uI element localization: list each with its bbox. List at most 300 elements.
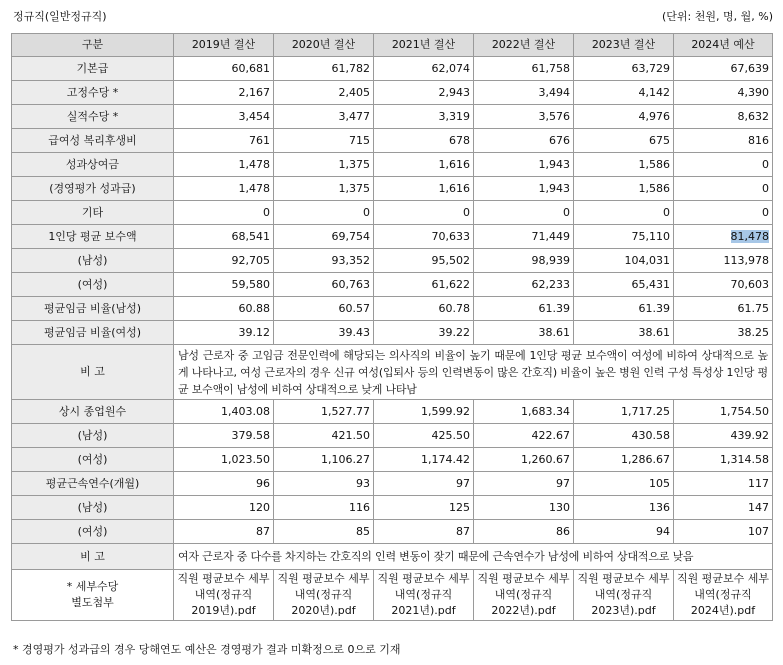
value-cell	[174, 297, 274, 321]
value-text: 97	[456, 476, 470, 490]
value-cell	[474, 225, 574, 249]
value-text: 4,976	[638, 109, 670, 123]
value-cell	[274, 153, 374, 177]
value-cell	[274, 225, 374, 249]
value-text: 61,758	[531, 61, 570, 75]
note-text: 여자 근로자 중 다수를 차지하는 간호직의 인력 변동이 잦기 때문에 근속연수가 남성에 비하여 상대적으로 낮음	[174, 544, 773, 570]
value-text: 105	[649, 476, 670, 490]
value-text: 0	[363, 205, 370, 219]
value-cell	[474, 105, 574, 129]
section-title: 정규직(일반정규직)	[13, 10, 107, 23]
value-text: 1,616	[438, 181, 470, 195]
value-text: 70,603	[730, 277, 769, 291]
value-cell	[174, 177, 274, 201]
attachment-text: 내역(정규직	[694, 588, 752, 601]
value-text: 86	[556, 524, 570, 538]
value-text: 107	[748, 524, 769, 538]
value-cell	[674, 201, 773, 225]
value-cell	[374, 225, 474, 249]
value-cell	[374, 177, 474, 201]
value-text: 3,477	[338, 109, 370, 123]
staff-row	[12, 448, 773, 472]
value-cell	[274, 472, 374, 496]
value-cell	[674, 249, 773, 273]
row-label: 기본급	[12, 57, 174, 81]
value-text: 60,681	[231, 61, 270, 75]
value-cell	[574, 81, 674, 105]
unit-label: (단위: 천원, 명, 월, %)	[662, 10, 773, 23]
value-cell	[574, 225, 674, 249]
value-text: 60.57	[338, 301, 370, 315]
value-text: 61,622	[431, 277, 470, 291]
row-label: (여성)	[12, 448, 174, 472]
value-cell	[374, 249, 474, 273]
column-header-2020: 2020년 결산	[274, 34, 374, 57]
value-cell	[674, 129, 773, 153]
value-cell	[574, 201, 674, 225]
value-cell	[674, 57, 773, 81]
value-cell	[274, 273, 374, 297]
page-header	[13, 8, 773, 24]
note-row	[12, 544, 773, 570]
note1-section	[12, 345, 773, 400]
value-text: 39.22	[438, 325, 470, 339]
value-text: 1,286.67	[621, 452, 670, 466]
attachment-text: 2021년).pdf	[391, 604, 456, 617]
value-cell	[574, 424, 674, 448]
attachment-text: 내역(정규직	[294, 588, 353, 601]
salary-table	[11, 33, 773, 621]
value-text: 38.25	[737, 325, 769, 339]
value-text: 113,978	[723, 253, 769, 267]
attachment-link[interactable]	[474, 570, 574, 621]
value-cell	[474, 472, 574, 496]
value-text: 1,717.25	[621, 404, 670, 418]
value-cell	[474, 520, 574, 544]
value-cell	[274, 424, 374, 448]
staff-row	[12, 496, 773, 520]
value-text: 3,576	[538, 109, 570, 123]
value-text: 81,478	[730, 229, 769, 243]
value-cell	[574, 105, 674, 129]
value-cell	[474, 249, 574, 273]
value-cell	[174, 424, 274, 448]
value-text: 8,632	[737, 109, 769, 123]
note-text: 남성 근로자 중 고임금 전문인력에 해당되는 의사직의 비율이 높기 때문에 1인당 평균 보수액이 여성에 비하여 상대적으로 높게 나타나고, 여성 근로자의 경우 신규 여성(입퇴사 등의 인력변동이 많은 간호직) 비율이 높은 병원 인력 구성 특성상 1인당 평균 보수액이 남성에 비하여 상대적으로 낮게 나타남	[174, 345, 773, 400]
value-cell	[474, 201, 574, 225]
value-text: 675	[649, 133, 670, 147]
value-cell	[274, 177, 374, 201]
pay-row	[12, 129, 773, 153]
value-text: 425.50	[431, 428, 470, 442]
row-label: 상시 종업원수	[12, 400, 174, 424]
value-cell	[174, 225, 274, 249]
footnote: * 경영평가 성과급의 경우 당해연도 예산은 경영평가 결과 미확정으로 0으로 기재	[13, 643, 401, 656]
value-text: 104,031	[624, 253, 670, 267]
pay-section	[12, 57, 773, 345]
value-text: 1,478	[238, 181, 270, 195]
value-cell	[174, 129, 274, 153]
value-text: 116	[349, 500, 370, 514]
value-cell	[274, 297, 374, 321]
value-text: 439.92	[730, 428, 769, 442]
value-cell	[174, 201, 274, 225]
value-cell	[274, 520, 374, 544]
attachment-text: 직원 평균보수 세부	[577, 572, 670, 585]
value-text: 69,754	[331, 229, 370, 243]
value-cell	[274, 57, 374, 81]
value-cell	[174, 81, 274, 105]
row-label: 평균임금 비율(남성)	[12, 297, 174, 321]
pay-row	[12, 273, 773, 297]
value-text: 1,375	[338, 181, 370, 195]
value-text: 676	[549, 133, 570, 147]
value-text: 38.61	[538, 325, 570, 339]
value-cell	[274, 129, 374, 153]
value-cell	[274, 400, 374, 424]
value-cell	[674, 105, 773, 129]
value-text: 2,943	[438, 85, 470, 99]
value-text: 678	[449, 133, 470, 147]
value-text: 4,142	[638, 85, 670, 99]
row-label: (남성)	[12, 249, 174, 273]
attachment-text: 2022년).pdf	[491, 604, 556, 617]
value-cell	[374, 129, 474, 153]
value-text: 94	[656, 524, 670, 538]
value-cell	[374, 105, 474, 129]
column-header-category: 구분	[12, 34, 174, 57]
value-cell	[674, 448, 773, 472]
note2-section	[12, 544, 773, 570]
value-cell	[574, 321, 674, 345]
attachment-text: 2020년).pdf	[291, 604, 356, 617]
value-text: 1,754.50	[720, 404, 769, 418]
value-cell	[174, 472, 274, 496]
value-text: 59,580	[231, 277, 270, 291]
staff-row	[12, 520, 773, 544]
value-text: 1,586	[638, 181, 670, 195]
value-text: 68,541	[231, 229, 270, 243]
value-text: 87	[456, 524, 470, 538]
value-text: 2,167	[238, 85, 270, 99]
value-cell	[574, 177, 674, 201]
value-text: 1,174.42	[421, 452, 470, 466]
value-cell	[274, 81, 374, 105]
value-text: 95,502	[431, 253, 470, 267]
row-label: 급여성 복리후생비	[12, 129, 174, 153]
value-text: 87	[256, 524, 270, 538]
value-cell	[574, 129, 674, 153]
value-text: 3,494	[538, 85, 570, 99]
value-text: 93,352	[331, 253, 370, 267]
attachment-text: 내역(정규직	[594, 588, 653, 601]
value-text: 96	[256, 476, 270, 490]
value-text: 38.61	[638, 325, 670, 339]
value-cell	[674, 496, 773, 520]
value-text: 63,729	[631, 61, 670, 75]
attachment-section	[12, 570, 773, 621]
value-text: 147	[748, 500, 769, 514]
value-text: 816	[748, 133, 769, 147]
attachment-link[interactable]	[374, 570, 474, 621]
header-row	[12, 34, 773, 57]
value-text: 61,782	[331, 61, 370, 75]
value-cell	[474, 57, 574, 81]
value-cell	[174, 520, 274, 544]
value-text: 65,431	[631, 277, 670, 291]
column-header-2021: 2021년 결산	[374, 34, 474, 57]
value-cell	[674, 321, 773, 345]
pay-row	[12, 177, 773, 201]
value-cell	[474, 153, 574, 177]
row-label: 실적수당 *	[12, 105, 174, 129]
staff-section	[12, 400, 773, 544]
value-cell	[174, 153, 274, 177]
value-text: 130	[549, 500, 570, 514]
value-text: 61.75	[737, 301, 769, 315]
value-text: 39.12	[238, 325, 270, 339]
value-text: 62,233	[531, 277, 570, 291]
value-cell	[574, 297, 674, 321]
attachment-link[interactable]	[274, 570, 374, 621]
value-text: 0	[762, 181, 769, 195]
value-text: 62,074	[431, 61, 470, 75]
pay-row	[12, 249, 773, 273]
value-text: 1,616	[438, 157, 470, 171]
value-cell	[674, 153, 773, 177]
value-cell	[374, 424, 474, 448]
value-text: 61.39	[538, 301, 570, 315]
value-text: 1,260.67	[521, 452, 570, 466]
value-text: 1,478	[238, 157, 270, 171]
value-text: 120	[249, 500, 270, 514]
value-cell	[174, 448, 274, 472]
value-cell	[174, 400, 274, 424]
column-header-2019: 2019년 결산	[174, 34, 274, 57]
value-text: 60.88	[238, 301, 270, 315]
attachment-text: 내역(정규직	[494, 588, 553, 601]
row-label: 기타	[12, 201, 174, 225]
value-cell	[674, 424, 773, 448]
value-text: 0	[762, 157, 769, 171]
value-text: 379.58	[231, 428, 270, 442]
value-text: 1,403.08	[221, 404, 270, 418]
value-text: 2,405	[338, 85, 370, 99]
value-text: 92,705	[231, 253, 270, 267]
value-cell	[374, 321, 474, 345]
value-cell	[174, 321, 274, 345]
value-cell	[474, 273, 574, 297]
value-cell	[674, 520, 773, 544]
value-text: 39.43	[338, 325, 370, 339]
value-text: 85	[356, 524, 370, 538]
value-text: 125	[449, 500, 470, 514]
attachment-text: 내역(정규직	[194, 588, 253, 601]
value-text: 1,106.27	[321, 452, 370, 466]
value-text: 117	[748, 476, 769, 490]
value-cell	[574, 273, 674, 297]
value-cell	[174, 105, 274, 129]
value-text: 0	[762, 205, 769, 219]
value-cell	[274, 321, 374, 345]
value-cell	[274, 201, 374, 225]
value-cell	[374, 520, 474, 544]
column-header-2024: 2024년 예산	[674, 34, 773, 57]
value-text: 4,390	[737, 85, 769, 99]
attachment-text: 2023년).pdf	[591, 604, 656, 617]
attachment-text: 2024년).pdf	[690, 604, 756, 617]
value-cell	[374, 153, 474, 177]
value-text: 1,943	[538, 157, 570, 171]
pay-row	[12, 57, 773, 81]
row-label: 성과상여금	[12, 153, 174, 177]
value-text: 0	[563, 205, 570, 219]
attachment-row	[12, 570, 773, 621]
value-text: 60.78	[438, 301, 470, 315]
value-cell	[274, 105, 374, 129]
value-cell	[374, 448, 474, 472]
attachment-label	[12, 570, 174, 621]
row-label: (남성)	[12, 424, 174, 448]
value-cell	[374, 496, 474, 520]
attachment-text: 2019년).pdf	[191, 604, 256, 617]
value-cell	[174, 57, 274, 81]
value-text: 430.58	[631, 428, 670, 442]
pay-row	[12, 225, 773, 249]
value-cell	[674, 400, 773, 424]
row-label: 고정수당 *	[12, 81, 174, 105]
attachment-label-line1: * 세부수당	[66, 580, 119, 593]
attachment-text: 직원 평균보수 세부	[177, 572, 270, 585]
attachment-label-line2: 별도첨부	[71, 596, 114, 609]
value-cell	[374, 81, 474, 105]
pay-row	[12, 105, 773, 129]
value-cell	[574, 448, 674, 472]
pay-row	[12, 201, 773, 225]
attachment-text: 내역(정규직	[394, 588, 453, 601]
value-cell	[574, 520, 674, 544]
value-cell	[174, 496, 274, 520]
staff-row	[12, 472, 773, 496]
value-text: 61.39	[638, 301, 670, 315]
note-label: 비 고	[12, 345, 174, 400]
pay-row	[12, 297, 773, 321]
value-cell	[174, 273, 274, 297]
value-cell	[474, 400, 574, 424]
value-text: 3,454	[238, 109, 270, 123]
value-text: 0	[663, 205, 670, 219]
value-text: 761	[249, 133, 270, 147]
attachment-text: 직원 평균보수 세부	[676, 572, 769, 585]
row-label: (남성)	[12, 496, 174, 520]
value-text: 1,314.58	[720, 452, 769, 466]
pay-row	[12, 153, 773, 177]
value-cell	[574, 496, 674, 520]
value-cell	[274, 249, 374, 273]
value-cell	[674, 273, 773, 297]
row-label: 평균근속연수(개월)	[12, 472, 174, 496]
value-cell	[374, 57, 474, 81]
value-text: 0	[263, 205, 270, 219]
value-text: 422.67	[531, 428, 570, 442]
value-text: 1,599.92	[421, 404, 470, 418]
value-text: 1,375	[338, 157, 370, 171]
value-text: 98,939	[531, 253, 570, 267]
value-cell	[574, 57, 674, 81]
value-cell	[474, 448, 574, 472]
pay-row	[12, 81, 773, 105]
row-label: (여성)	[12, 520, 174, 544]
row-label: (경영평가 성과급)	[12, 177, 174, 201]
value-cell	[474, 129, 574, 153]
value-text: 60,763	[331, 277, 370, 291]
attachment-text: 직원 평균보수 세부	[277, 572, 370, 585]
value-cell	[674, 472, 773, 496]
value-cell	[374, 400, 474, 424]
note-row	[12, 345, 773, 400]
value-text: 3,319	[438, 109, 470, 123]
value-text: 97	[556, 476, 570, 490]
value-cell	[374, 273, 474, 297]
value-text: 1,943	[538, 181, 570, 195]
staff-row	[12, 400, 773, 424]
row-label: (여성)	[12, 273, 174, 297]
value-cell	[474, 496, 574, 520]
value-text: 0	[463, 205, 470, 219]
value-cell	[474, 297, 574, 321]
value-text: 75,110	[631, 229, 670, 243]
value-text: 71,449	[531, 229, 570, 243]
value-cell	[574, 400, 674, 424]
value-cell	[674, 297, 773, 321]
value-cell	[674, 225, 773, 249]
value-text: 421.50	[331, 428, 370, 442]
value-cell	[574, 153, 674, 177]
attachment-text: 직원 평균보수 세부	[477, 572, 570, 585]
value-text: 715	[349, 133, 370, 147]
value-text: 1,527.77	[321, 404, 370, 418]
value-cell	[174, 249, 274, 273]
value-cell	[374, 297, 474, 321]
column-header-2022: 2022년 결산	[474, 34, 574, 57]
value-cell	[574, 472, 674, 496]
value-text: 67,639	[730, 61, 769, 75]
attachment-text: 직원 평균보수 세부	[377, 572, 470, 585]
value-text: 136	[649, 500, 670, 514]
staff-row	[12, 424, 773, 448]
value-cell	[374, 201, 474, 225]
value-cell	[474, 424, 574, 448]
attachment-link[interactable]	[574, 570, 674, 621]
attachment-link[interactable]	[174, 570, 274, 621]
note-label: 비 고	[12, 544, 174, 570]
value-cell	[374, 472, 474, 496]
value-cell	[674, 177, 773, 201]
attachment-link[interactable]	[674, 570, 773, 621]
value-text: 1,586	[638, 157, 670, 171]
value-text: 1,683.34	[521, 404, 570, 418]
value-cell	[574, 249, 674, 273]
value-cell	[674, 81, 773, 105]
pay-row	[12, 321, 773, 345]
value-cell	[474, 321, 574, 345]
column-header-2023: 2023년 결산	[574, 34, 674, 57]
row-label: 평균임금 비율(여성)	[12, 321, 174, 345]
value-text: 70,633	[431, 229, 470, 243]
value-text: 93	[356, 476, 370, 490]
value-cell	[474, 81, 574, 105]
value-cell	[274, 448, 374, 472]
